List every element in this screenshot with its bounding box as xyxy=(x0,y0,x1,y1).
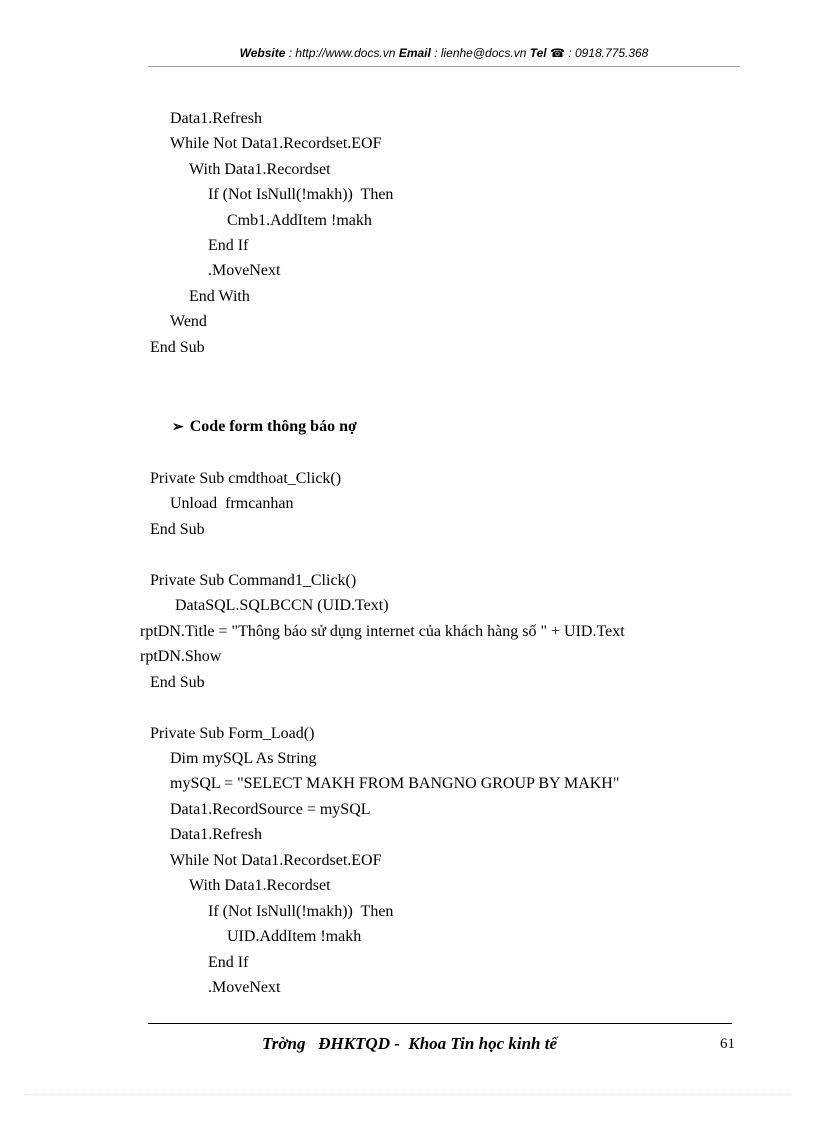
page-number: 61 xyxy=(720,1036,735,1052)
code-line: rptDN.Show xyxy=(140,648,222,665)
code-line: .MoveNext xyxy=(208,979,281,996)
code-line: End With xyxy=(189,288,250,305)
tel-value: : 0918.775.368 xyxy=(564,46,649,60)
section-heading-text: Code form thông báo nợ xyxy=(189,418,357,435)
code-line: DataSQL.SQLBCCN (UID.Text) xyxy=(175,597,389,614)
code-line: Private Sub Form_Load() xyxy=(150,725,315,742)
code-line: Data1.Refresh xyxy=(170,826,262,843)
code-line: If (Not IsNull(!makh)) Then xyxy=(208,903,394,920)
code-line: End If xyxy=(208,237,249,254)
code-line: If (Not IsNull(!makh)) Then xyxy=(208,186,394,203)
code-line: End Sub xyxy=(150,674,205,691)
code-line: Private Sub cmdthoat_Click() xyxy=(150,470,342,487)
tel-label: Tel xyxy=(529,46,547,60)
code-line: Unload frmcanhan xyxy=(170,495,294,512)
email-value: : lienhe@docs.vn xyxy=(430,46,530,60)
website-value: : http://www.docs.vn xyxy=(285,46,399,60)
code-line: End If xyxy=(208,954,249,971)
code-line: With Data1.Recordset xyxy=(189,877,331,894)
code-line: Dim mySQL As String xyxy=(170,750,317,767)
code-line: Data1.RecordSource = mySQL xyxy=(170,801,371,818)
code-line: Data1.Refresh xyxy=(170,110,262,127)
code-line: End Sub xyxy=(150,521,205,538)
code-line: While Not Data1.Recordset.EOF xyxy=(170,852,382,869)
code-line: Private Sub Command1_Click() xyxy=(150,572,357,589)
phone-icon: ☎ xyxy=(549,46,565,60)
code-line: rptDN.Title = "Thông báo sử dụng internet của khách hàng số " + UID.Text xyxy=(140,623,625,640)
page-header xyxy=(148,46,740,60)
header-rule xyxy=(148,66,740,67)
code-line: Cmb1.AddItem !makh xyxy=(227,212,372,229)
footer-rule xyxy=(148,1023,732,1024)
arrow-bullet-icon: ➢ xyxy=(172,420,184,435)
bottom-divider xyxy=(24,1094,792,1095)
code-line: .MoveNext xyxy=(208,262,281,279)
code-line: End Sub xyxy=(150,339,205,356)
code-line: mySQL = "SELECT MAKH FROM BANGNO GROUP BY MAKH" xyxy=(170,775,620,792)
email-label: Email xyxy=(398,46,431,60)
code-line: UID.AddItem !makh xyxy=(227,928,362,945)
code-line: With Data1.Recordset xyxy=(189,161,331,178)
section-heading xyxy=(172,416,357,439)
code-line: Wend xyxy=(170,313,207,330)
footer-text: Trờng ĐHKTQD - Khoa Tin học kinh tế xyxy=(262,1034,558,1053)
website-label: Website xyxy=(239,46,286,60)
code-line: While Not Data1.Recordset.EOF xyxy=(170,135,382,152)
